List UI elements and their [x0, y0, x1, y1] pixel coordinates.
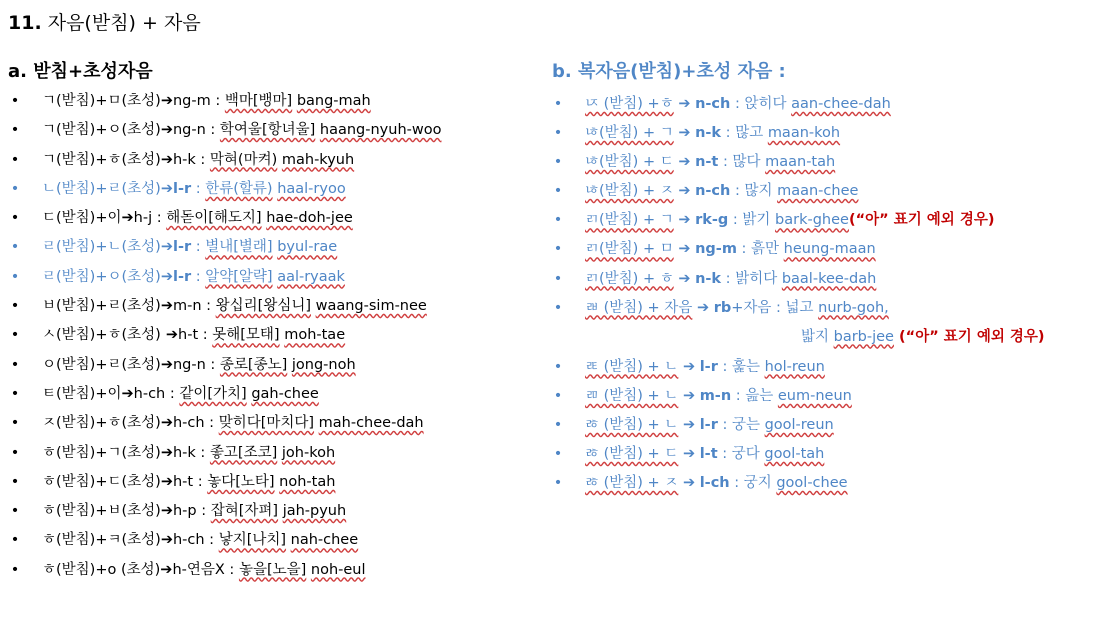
- sound-text: m-n: [172, 298, 202, 315]
- bullet-icon: •: [553, 183, 563, 200]
- rule-text: ㅂ(받침)+ㄹ(초성): [42, 298, 161, 315]
- bullet-icon: •: [10, 385, 20, 402]
- rule-text: ㄼ (받침) + 자음: [585, 299, 693, 316]
- korean-word: 흙만: [751, 241, 780, 258]
- list-item: [10, 412, 540, 441]
- korean-word: 한류(할류): [205, 180, 273, 197]
- list-item: [553, 238, 1103, 267]
- title-text: 자음(받침) + 자음: [47, 12, 201, 34]
- arrow-icon: ➔: [682, 475, 696, 492]
- separator: :: [191, 268, 206, 285]
- sound-text: rk-g: [695, 212, 729, 229]
- separator: :: [204, 415, 219, 432]
- arrow-icon: ➔: [682, 416, 696, 433]
- separator: :: [195, 151, 210, 168]
- romanization: maan-chee: [777, 183, 859, 200]
- korean-word: 알약[알략]: [205, 268, 273, 285]
- list-item: [10, 500, 540, 529]
- arrow-icon: ➔: [160, 239, 173, 256]
- romanization: gool-tah: [764, 446, 825, 463]
- bullet-icon: •: [10, 93, 20, 109]
- sound-text: ng-n: [172, 122, 206, 139]
- separator: :: [717, 416, 732, 433]
- sound-text: m-n: [699, 387, 732, 404]
- rule-text: ㄴ(받침)+ㄹ(초성): [42, 180, 161, 197]
- list-item: [10, 471, 540, 500]
- rule-text: ㅇ(받침)+ㄹ(초성): [42, 356, 161, 373]
- arrow-icon: ➔: [678, 212, 691, 229]
- arrow-icon: ➔: [682, 387, 696, 404]
- list-item: [553, 297, 1103, 326]
- bullet-icon: •: [10, 210, 20, 227]
- separator: :: [721, 125, 736, 142]
- sound-text: ng-m: [695, 241, 737, 258]
- romanization: aal-ryaak: [277, 268, 345, 285]
- rule-text: ㄹ(받침)+ㄴ(초성): [42, 239, 161, 256]
- sound-text: rb: [713, 299, 732, 316]
- arrow-icon: ➔: [160, 93, 173, 109]
- korean-word: 밟지: [801, 328, 830, 345]
- bullet-icon: •: [10, 239, 20, 256]
- bullet-icon: •: [553, 212, 563, 229]
- korean-word: 놓다[노타]: [207, 473, 275, 490]
- romanization: moh-tae: [284, 327, 346, 344]
- separator: :: [728, 212, 743, 229]
- bullet-icon: •: [10, 415, 20, 432]
- sound-text: h-t: [172, 473, 194, 490]
- sound-text: ng-m: [172, 93, 211, 109]
- korean-word: 해돋이[해도지]: [166, 210, 262, 227]
- bullet-icon: •: [553, 241, 563, 258]
- sound-text: n-k: [695, 125, 722, 142]
- romanization: nah-chee: [290, 532, 359, 549]
- romanization: bang-mah: [296, 93, 371, 109]
- romanization: eum-neun: [777, 387, 852, 404]
- separator: :: [730, 183, 745, 200]
- bullet-icon: •: [10, 473, 20, 490]
- arrow-icon: ➔: [160, 327, 179, 344]
- romanization: maan-koh: [767, 125, 841, 142]
- rule-text: ㅎ(받침)+ㄷ(초성): [42, 473, 161, 490]
- korean-word: 별내[별래]: [205, 239, 273, 256]
- bullet-icon: •: [10, 532, 20, 549]
- bullet-icon: •: [553, 475, 563, 492]
- korean-word: 궁지: [743, 475, 772, 492]
- arrow-icon: ➔: [678, 125, 691, 142]
- korean-word: 읊는: [745, 387, 774, 404]
- arrow-icon: ➔: [678, 154, 691, 171]
- romanization: jah-pyuh: [282, 503, 347, 520]
- sound-text: h-k: [172, 444, 196, 461]
- list-item: [10, 442, 540, 471]
- sound-text: h-p: [172, 503, 197, 520]
- sound-text: n-t: [695, 154, 719, 171]
- sound-text: h-k: [172, 151, 196, 168]
- separator: :: [730, 96, 745, 112]
- bullet-icon: •: [10, 356, 20, 373]
- romanization: joh-koh: [281, 444, 336, 461]
- romanization: haang-nyuh-woo: [319, 122, 442, 139]
- page-title: [8, 8, 201, 35]
- korean-word: 백마[뱅마]: [224, 93, 293, 109]
- sound-text: l-r: [699, 416, 718, 433]
- sound-text: n-ch: [695, 183, 731, 200]
- arrow-icon: ➔: [678, 270, 691, 287]
- romanization: gool-chee: [776, 475, 848, 492]
- romanization: barb-jee: [833, 328, 894, 345]
- sound-text: h-ch: [172, 532, 205, 549]
- bullet-icon: •: [553, 299, 563, 316]
- korean-word: 맞히다[마치다]: [218, 415, 315, 432]
- bullet-icon: •: [553, 358, 563, 375]
- korean-word: 못해[모태]: [212, 327, 280, 344]
- list-item: [10, 207, 540, 236]
- separator: :: [717, 446, 732, 463]
- list-item: [10, 119, 540, 148]
- korean-word: 놓을[노을]: [238, 561, 307, 578]
- korean-word: 궁는: [731, 416, 760, 433]
- arrow-icon: ➔: [160, 415, 173, 432]
- romanization: waang-sim-nee: [315, 298, 427, 315]
- sound-text: h-ch: [133, 385, 166, 402]
- sound-text: l-r: [172, 239, 192, 256]
- list-item: [10, 90, 540, 119]
- bullet-icon: •: [10, 298, 20, 315]
- bullet-icon: •: [553, 416, 563, 433]
- rule-text: ㄱ(받침)+ㅎ(초성): [42, 151, 161, 168]
- korean-word: 종로[종노]: [219, 356, 288, 373]
- korean-word: 훑는: [731, 358, 760, 375]
- arrow-icon: ➔: [678, 183, 691, 200]
- korean-word: 왕십리[왕심니]: [215, 298, 311, 315]
- sound-text: h-연음X: [172, 561, 225, 578]
- exception-note: (“아” 표기 예외 경우): [893, 328, 1045, 345]
- arrow-icon: ➔: [160, 356, 173, 373]
- bullet-icon: •: [553, 154, 563, 171]
- list-item: [553, 356, 1103, 385]
- rule-text: ㄷ(받침)+이: [42, 210, 122, 227]
- arrow-icon: ➔: [678, 96, 691, 112]
- section-b-list: [553, 93, 1103, 501]
- separator: :: [729, 475, 744, 492]
- arrow-icon: ➔: [160, 561, 173, 578]
- separator: :: [193, 473, 208, 490]
- rule-text: ㄻ (받침) + ㄴ: [585, 387, 679, 404]
- list-item: [10, 354, 540, 383]
- arrow-icon: ➔: [682, 446, 696, 463]
- romanization: jong-noh: [291, 356, 356, 373]
- bullet-icon: •: [10, 444, 20, 461]
- arrow-icon: ➔: [682, 358, 696, 375]
- rule-text: ㄱ(받침)+ㅇ(초성): [42, 122, 161, 139]
- separator: :: [224, 561, 239, 578]
- list-item: [10, 559, 540, 588]
- list-item: [553, 151, 1103, 180]
- rule-text: ㅎ(받침)+ㅂ(초성): [42, 503, 161, 520]
- sound-text: l-ch: [699, 475, 730, 492]
- rule-text: ㄺ(받침) + ㄱ: [585, 212, 674, 229]
- romanization: baal-kee-dah: [781, 270, 877, 287]
- arrow-icon: ➔: [121, 385, 134, 402]
- rule-text: ㅀ (받침) + ㄷ: [585, 446, 679, 463]
- sound-text: h-ch: [172, 415, 205, 432]
- arrow-icon: ➔: [160, 444, 173, 461]
- korean-word: 앉히다: [744, 96, 787, 112]
- korean-word: 밝기: [742, 212, 771, 229]
- korean-word: 많지: [744, 183, 773, 200]
- korean-word: 밝히다: [735, 270, 778, 287]
- separator: :: [191, 180, 206, 197]
- list-item: [553, 93, 1103, 122]
- rule-text: ㄺ(받침) + ㅎ: [585, 270, 674, 287]
- list-item: [553, 326, 1103, 356]
- bullet-icon: •: [553, 446, 563, 463]
- bullet-icon: •: [10, 122, 20, 139]
- romanization: nurb-goh,: [818, 299, 889, 316]
- arrow-icon: ➔: [696, 299, 710, 316]
- bullet-icon: •: [553, 387, 563, 404]
- bullet-icon: •: [10, 180, 20, 197]
- arrow-icon: ➔: [678, 241, 691, 258]
- separator: :: [201, 298, 216, 315]
- arrow-icon: ➔: [160, 473, 173, 490]
- romanization: haal-ryoo: [277, 180, 346, 197]
- list-item: [553, 414, 1103, 443]
- separator: :: [196, 503, 211, 520]
- romanization: heung-maan: [783, 241, 876, 258]
- bullet-icon: •: [553, 270, 563, 287]
- list-item: [553, 385, 1103, 414]
- romanization: maan-tah: [765, 154, 836, 171]
- separator: :: [718, 154, 733, 171]
- rule-text: ㄶ(받침) + ㄷ: [585, 154, 674, 171]
- list-item: [10, 324, 540, 353]
- bullet-icon: •: [10, 327, 20, 344]
- sound-text: h-j: [133, 210, 153, 227]
- rule-text: ㅀ (받침) + ㅈ: [585, 475, 679, 492]
- list-item: [10, 149, 540, 178]
- rule-text: ㅌ(받침)+이: [42, 385, 122, 402]
- romanization: aan-chee-dah: [791, 96, 891, 112]
- bullet-icon: •: [10, 268, 20, 285]
- list-item: [553, 268, 1103, 297]
- list-item: [10, 383, 540, 412]
- title-number: 11.: [8, 12, 42, 34]
- romanization: noh-eul: [310, 561, 366, 578]
- romanization: byul-rae: [277, 239, 338, 256]
- romanization: hae-doh-jee: [266, 210, 353, 227]
- bullet-icon: •: [553, 125, 563, 142]
- separator: +자음 :: [731, 299, 786, 316]
- separator: :: [205, 356, 220, 373]
- korean-word: 잡혀[자펴]: [210, 503, 279, 520]
- separator: :: [165, 385, 180, 402]
- arrow-icon: ➔: [160, 151, 173, 168]
- korean-word: 좋고[조코]: [209, 444, 278, 461]
- separator: :: [152, 210, 167, 227]
- list-item: [553, 180, 1103, 209]
- separator: :: [736, 241, 752, 258]
- rule-text: ㄹ(받침)+ㅇ(초성): [42, 268, 161, 285]
- arrow-icon: ➔: [160, 180, 173, 197]
- romanization: gah-chee: [251, 385, 319, 402]
- sound-text: l-t: [699, 446, 718, 463]
- rule-text: ㄶ(받침) + ㅈ: [585, 183, 674, 200]
- section-a-list: [10, 90, 540, 588]
- sound-text: n-ch: [695, 96, 731, 112]
- rule-text: ㅀ (받침) + ㄴ: [585, 416, 679, 433]
- romanization: mah-chee-dah: [318, 415, 424, 432]
- rule-text: ㄵ (받침) +ㅎ: [585, 96, 674, 112]
- rule-text: ㄶ(받침) + ㄱ: [585, 125, 674, 142]
- separator: :: [191, 239, 206, 256]
- rule-text: ㄱ(받침)+ㅁ(초성): [42, 93, 161, 109]
- sound-text: l-r: [172, 268, 192, 285]
- bullet-icon: •: [10, 503, 20, 520]
- rule-text: ㅎ(받침)+ㄱ(초성): [42, 444, 161, 461]
- korean-word: 같이[가치]: [179, 385, 247, 402]
- sound-text: n-k: [695, 270, 722, 287]
- arrow-icon: ➔: [160, 268, 173, 285]
- rule-text: ㄾ (받침) + ㄴ: [585, 358, 679, 375]
- exception-note: (“아” 표기 예외 경우): [848, 212, 995, 229]
- rule-text: ㅎ(받침)+ㅋ(초성): [42, 532, 161, 549]
- list-item: [10, 178, 540, 207]
- rule-text: ㅅ(받침)+ㅎ(초성): [42, 327, 161, 344]
- romanization: mah-kyuh: [281, 151, 355, 168]
- rule-text: ㅈ(받침)+ㅎ(초성): [42, 415, 161, 432]
- separator: :: [717, 358, 732, 375]
- sound-text: h-t: [178, 327, 199, 344]
- section-b-heading: b. 복자음(받침)+초성 자음 :: [552, 61, 786, 82]
- romanization: bark-ghee: [775, 212, 849, 229]
- list-item: [10, 266, 540, 295]
- bullet-icon: •: [10, 151, 20, 168]
- romanization: gool-reun: [764, 416, 834, 433]
- arrow-icon: ➔: [160, 532, 173, 549]
- list-item: [553, 209, 1103, 238]
- arrow-icon: ➔: [160, 298, 173, 315]
- list-item: [553, 443, 1103, 472]
- sound-text: l-r: [699, 358, 718, 375]
- korean-word: 낳지[나치]: [218, 532, 287, 549]
- korean-word: 많다: [732, 154, 761, 171]
- separator: :: [210, 93, 225, 109]
- romanization: hol-reun: [764, 358, 825, 375]
- list-item: [10, 529, 540, 558]
- romanization: noh-tah: [279, 473, 336, 490]
- separator: :: [205, 122, 220, 139]
- separator: :: [731, 387, 746, 404]
- arrow-icon: ➔: [121, 210, 134, 227]
- bullet-icon: •: [553, 96, 563, 112]
- list-item: [553, 472, 1103, 501]
- arrow-icon: ➔: [160, 503, 173, 520]
- arrow-icon: ➔: [160, 122, 173, 139]
- bullet-icon: •: [10, 561, 20, 578]
- sound-text: ng-n: [172, 356, 206, 373]
- korean-word: 넓고: [785, 299, 814, 316]
- section-a-heading: a. 받침+초성자음: [8, 61, 153, 82]
- list-item: [553, 122, 1103, 151]
- list-item: [10, 295, 540, 324]
- separator: :: [721, 270, 736, 287]
- sound-text: l-r: [172, 180, 192, 197]
- korean-word: 막혀(마켜): [209, 151, 278, 168]
- separator: :: [198, 327, 213, 344]
- rule-text: ㄺ(받침) + ㅁ: [585, 241, 674, 258]
- korean-word: 궁다: [731, 446, 760, 463]
- rule-text: ㅎ(받침)+o (초성): [42, 561, 161, 578]
- list-item: [10, 236, 540, 265]
- separator: :: [195, 444, 210, 461]
- separator: :: [204, 532, 219, 549]
- korean-word: 많고: [735, 125, 764, 142]
- korean-word: 학여울[항녀울]: [219, 122, 316, 139]
